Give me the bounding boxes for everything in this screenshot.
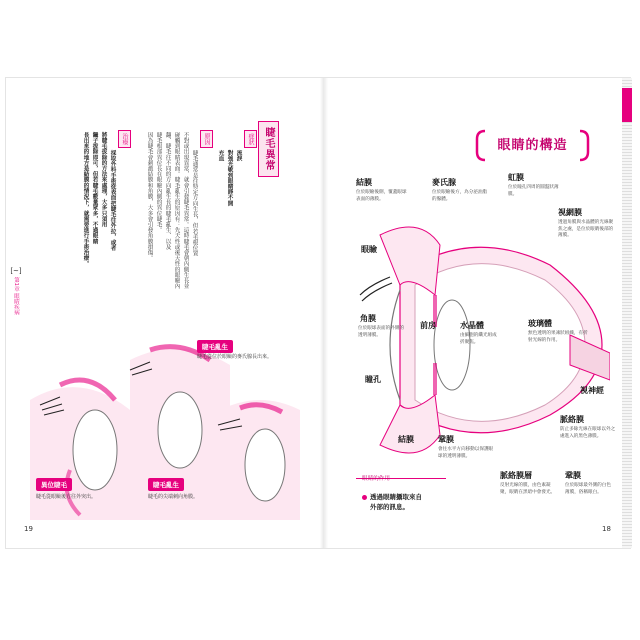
desc-iris: 位於瞳孔四周的圓盤狀薄膜。 — [508, 185, 559, 197]
badge-causes: 原因 — [200, 130, 213, 148]
cause-line-6: 因為睫毛會刺激結膜和角膜，大多會引發角膜損傷。 — [146, 132, 153, 261]
part-meibomian: 麥氏腺 — [432, 178, 456, 187]
part-conjunctiva: 結膜 — [356, 178, 372, 187]
page-edge — [622, 78, 632, 548]
desc-choroid-layer: 反射光線的膜，由色素凝聚，眼睛在黑暗中會發光。 — [500, 483, 556, 495]
desc-sclera-front: 會往水平方向移動以保護眼球的透明薄膜。 — [438, 447, 494, 459]
treat-line-3: 鑷子拔除即可，但若睫毛數量眾多，不過眼睛 — [91, 132, 98, 244]
desc-retina: 透過角膜與水晶體的光線聚焦之處，是位於眼睛後部的薄膜。 — [558, 220, 614, 239]
right-page-number: 18 — [602, 525, 611, 533]
left-page-title: 睫毛異常 — [258, 121, 279, 177]
part-iris: 虹膜 — [508, 173, 524, 182]
illustration-trichiasis — [218, 400, 300, 520]
desc-vitreous: 無色透明的果凍狀組織，有折射光線的作用。 — [528, 331, 588, 343]
cause-line-1: 睫毛通常是往特定方向生長，但若毛根位置 — [191, 150, 198, 257]
desc-conjunctiva: 位於眼瞼後側，覆蓋眼球表面的薄膜。 — [356, 190, 407, 202]
symptom-3: 充血 — [217, 150, 224, 162]
badge-symptoms: 症狀 — [244, 130, 257, 148]
book-gutter — [320, 78, 328, 548]
desc-meibomian: 位於眼瞼後方，為分泌油脂的腺體。 — [432, 190, 488, 202]
function-line-2: 外部的訊息。 — [370, 503, 409, 511]
chapter-mark: [~] — [10, 267, 22, 275]
eyelashes-shape — [360, 277, 392, 301]
label-distichiasis: 睫毛亂生 — [197, 340, 233, 353]
label-ectopic: 異位睫毛 — [36, 478, 72, 491]
badge-treatment: 治療 — [118, 130, 131, 148]
desc-choroid: 防止多餘光線在眼球以外之處進入的黑色薄膜。 — [560, 427, 616, 439]
cause-line-2: 不對或出現異常，就會引發睫毛異常。這時睫毛會朝內側生長並 — [182, 132, 189, 289]
treat-line-1: 採取外科手術從表面把睫毛往外拉，或者 — [109, 150, 116, 251]
bullet-icon — [362, 495, 367, 500]
part-cornea: 角膜 — [360, 314, 376, 323]
left-page-number: 19 — [24, 525, 33, 533]
function-heading: 眼睛的作用 — [362, 476, 390, 482]
cause-line-5: 睫毛根部異位長在眼瞼內側的異位睫毛。 — [155, 132, 162, 233]
chapter-text: 第1章 眼睛疾病 — [13, 277, 19, 316]
right-page-title: 眼睛的構造 — [497, 138, 568, 153]
function-body — [362, 492, 422, 512]
symptom-1: 流淚 — [235, 150, 242, 162]
part-sclera: 鞏膜 — [565, 471, 581, 480]
part-sclera-front: 鞏膜 — [438, 435, 454, 444]
symptom-2: 對強光敏到眼睛睜不開 — [226, 150, 233, 206]
part-choroid: 脈絡膜 — [560, 415, 584, 424]
treat-line-2: 將睫毛拔除的方法來處理，大多只須用 — [100, 132, 107, 228]
cause-line-4: 翻、睫毛往不同的方向亂生長的睫毛亂生、以及 — [164, 132, 171, 250]
label-trichiasis: 睫毛亂生 — [148, 478, 184, 491]
part-vitreous: 玻璃體 — [528, 319, 552, 328]
caption-distichiasis: 睫毛從位於眼瞼的麥氏腺長出來。 — [197, 354, 273, 360]
part-pupil: 瞳孔 — [365, 375, 381, 384]
part-conjunctiva-lower: 結膜 — [398, 435, 414, 444]
caption-trichiasis: 睫毛的尖端刺向角膜。 — [148, 494, 199, 500]
desc-cornea: 位於眼球表面的外側的透明薄膜。 — [358, 326, 404, 338]
part-lens: 水晶體 — [460, 321, 484, 330]
desc-lens: 由細胞的纖光組成折聚焦。 — [460, 333, 497, 345]
cause-line-3: 碰觸到眼睛表面。睫毛亂生的原因有：先天性或後天性的眼瞼內 — [173, 132, 180, 289]
part-anterior-chamber: 前房 — [420, 321, 436, 330]
cornea-shape — [390, 290, 400, 400]
pink-side-tab — [622, 88, 632, 122]
part-retina: 視網膜 — [558, 208, 582, 217]
caption-ectopic: 睫毛從眼瞼後方往外突出。 — [36, 494, 97, 500]
desc-sclera: 位於眼球最外側的白色薄膜，俗稱眼白。 — [565, 483, 611, 495]
part-eyelid: 眼瞼 — [361, 245, 377, 254]
part-optic-nerve: 視神經 — [580, 386, 604, 395]
function-line-1: 透過眼睛攝取來自 — [370, 493, 422, 501]
treat-line-4: 長出來的地方是結膜的情況下，就需要進行手術治療。 — [82, 132, 89, 267]
part-choroid-layer: 脈絡膜層 — [500, 471, 532, 480]
